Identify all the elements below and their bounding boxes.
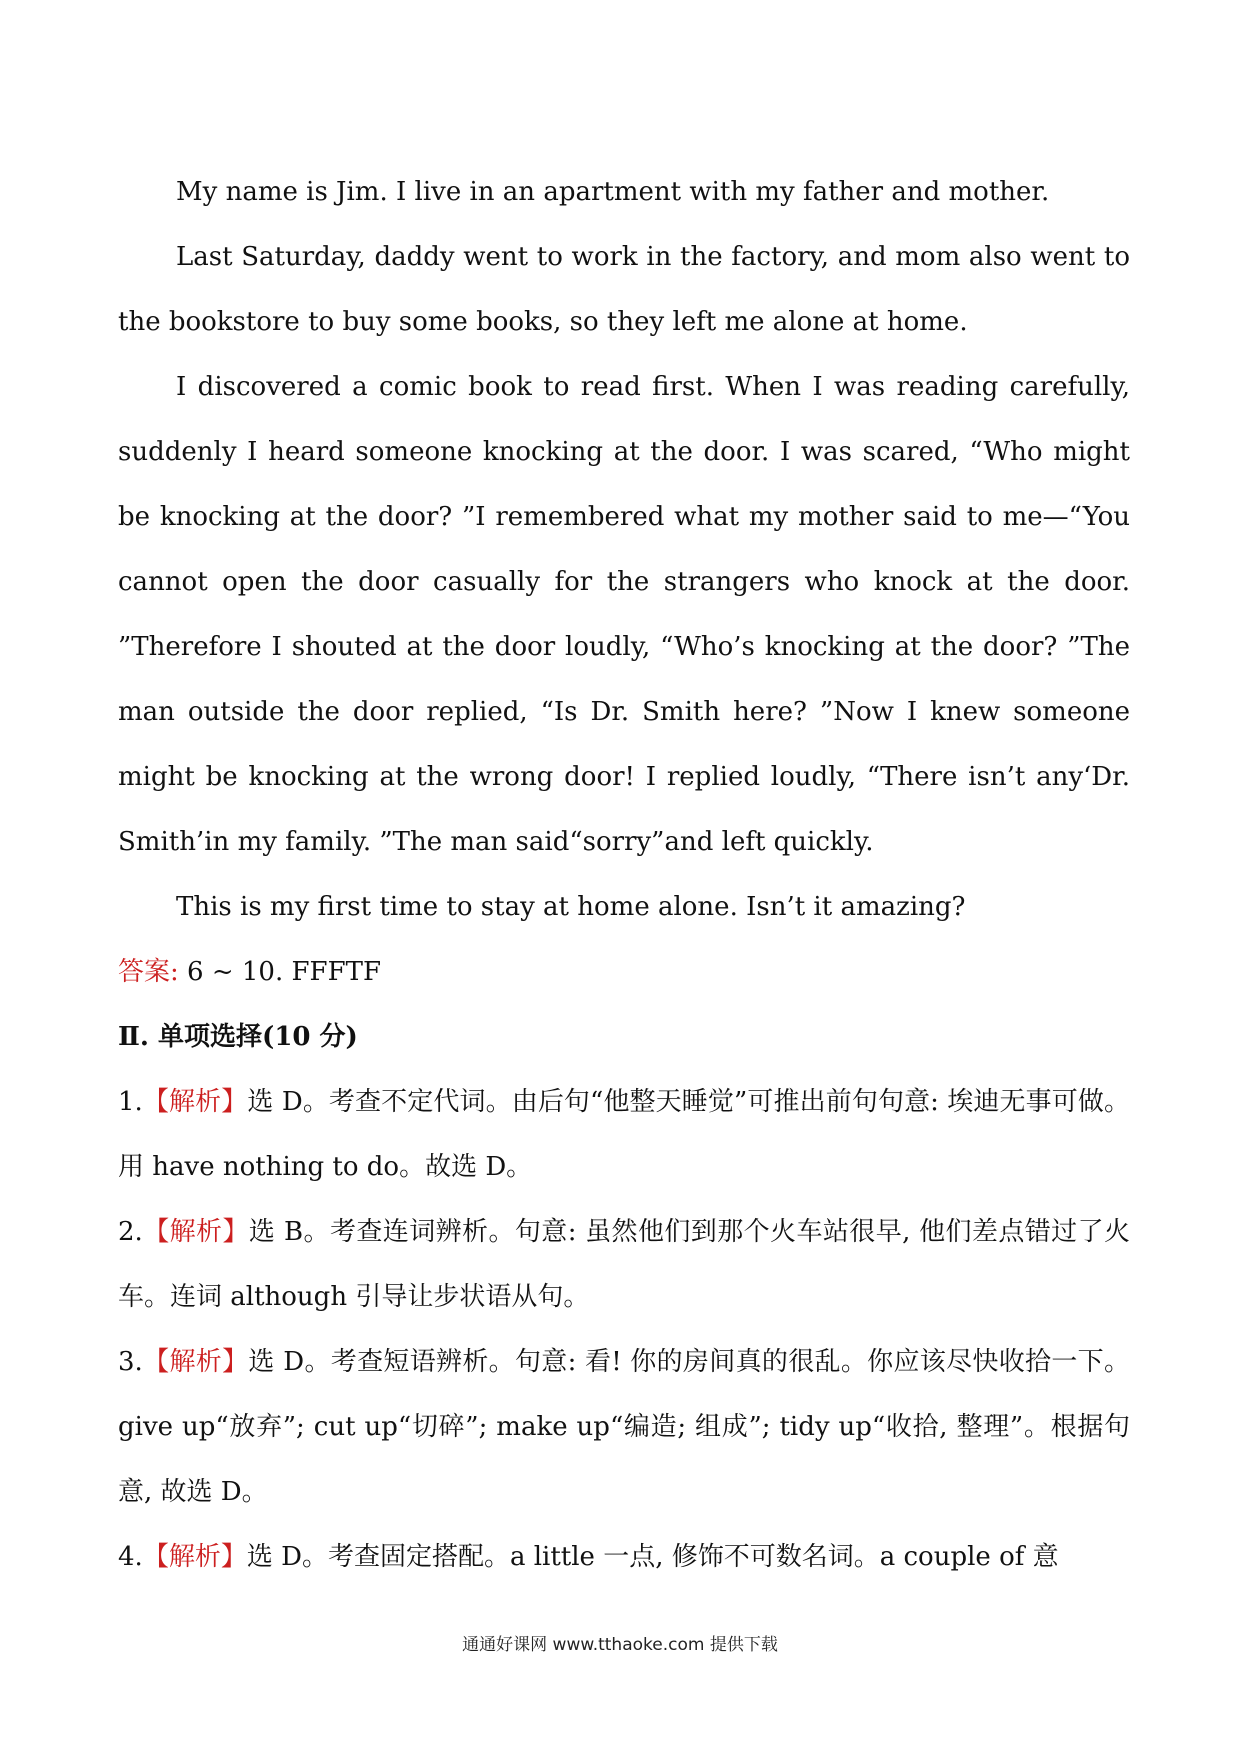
analysis-tag: 【解析】 <box>142 1217 249 1247</box>
question-explanation: 选 B。考查连词辨析。句意: 虽然他们到那个火车站很早, 他们差点错过了火车。连词 although 引导让步状语从句。 <box>118 1217 1130 1312</box>
question-number: 4. <box>118 1542 143 1572</box>
question-item-1 <box>118 1070 1130 1200</box>
question-number: 3. <box>118 1347 143 1377</box>
question-explanation: 选 D。考查短语辨析。句意: 看! 你的房间真的很乱。你应该尽快收拾一下。give up“放弃”; cut up“切碎”; make up“编造; 组成”; tidy up“收拾, 整理”。根据句意, 故选 D。 <box>118 1347 1130 1507</box>
passage-paragraph-1: My name is Jim. I live in an apartment with my father and mother. <box>176 177 1050 207</box>
question-item-4 <box>118 1525 1130 1590</box>
answer-line <box>118 940 1130 1005</box>
answer-label: 答案: <box>118 957 179 987</box>
question-item-2 <box>118 1200 1130 1330</box>
answer-text: 6 ~ 10. FFFTF <box>178 957 382 987</box>
passage-paragraph-3: I discovered a comic book to read first. When I was reading carefully, suddenly I heard someone knocking at the door. I was scared, “Who might be knocking at the door? ”I remembered what my mother said to me—“You cannot open the door casually for the strangers who knock at the door. ”Therefore I shouted at the door loudly, “Who’s knocking at the door? ”The man outside the door replied, “Is Dr. Smith here? ”Now I knew someone might be knocking at the wrong door! I replied loudly, “There isn’t any‘Dr. Smith’in my family. ”The man said“sorry”and left quickly. <box>118 372 1130 857</box>
section-heading: Ⅱ. 单项选择(10 分) <box>118 1022 358 1052</box>
analysis-tag: 【解析】 <box>142 1087 248 1117</box>
passage-paragraph-4: This is my first time to stay at home alone. Isn’t it amazing? <box>176 892 966 922</box>
question-number: 1. <box>118 1087 143 1117</box>
page-footer: 通通好课网 www.tthaoke.com 提供下载 <box>462 1635 778 1655</box>
question-item-3 <box>118 1330 1130 1525</box>
question-explanation: 选 D。考查固定搭配。a little 一点, 修饰不可数名词。a couple of 意 <box>246 1542 1059 1572</box>
question-number: 2. <box>118 1217 143 1247</box>
passage-paragraph-2: Last Saturday, daddy went to work in the factory, and mom also went to the bookstore to buy some books, so they left me alone at home. <box>118 242 1130 337</box>
question-explanation: 选 D。考查不定代词。由后句“他整天睡觉”可推出前句句意: 埃迪无事可做。用 have nothing to do。故选 D。 <box>118 1087 1130 1182</box>
analysis-tag: 【解析】 <box>142 1542 247 1572</box>
analysis-tag: 【解析】 <box>142 1347 249 1377</box>
document-page <box>118 160 1130 1590</box>
